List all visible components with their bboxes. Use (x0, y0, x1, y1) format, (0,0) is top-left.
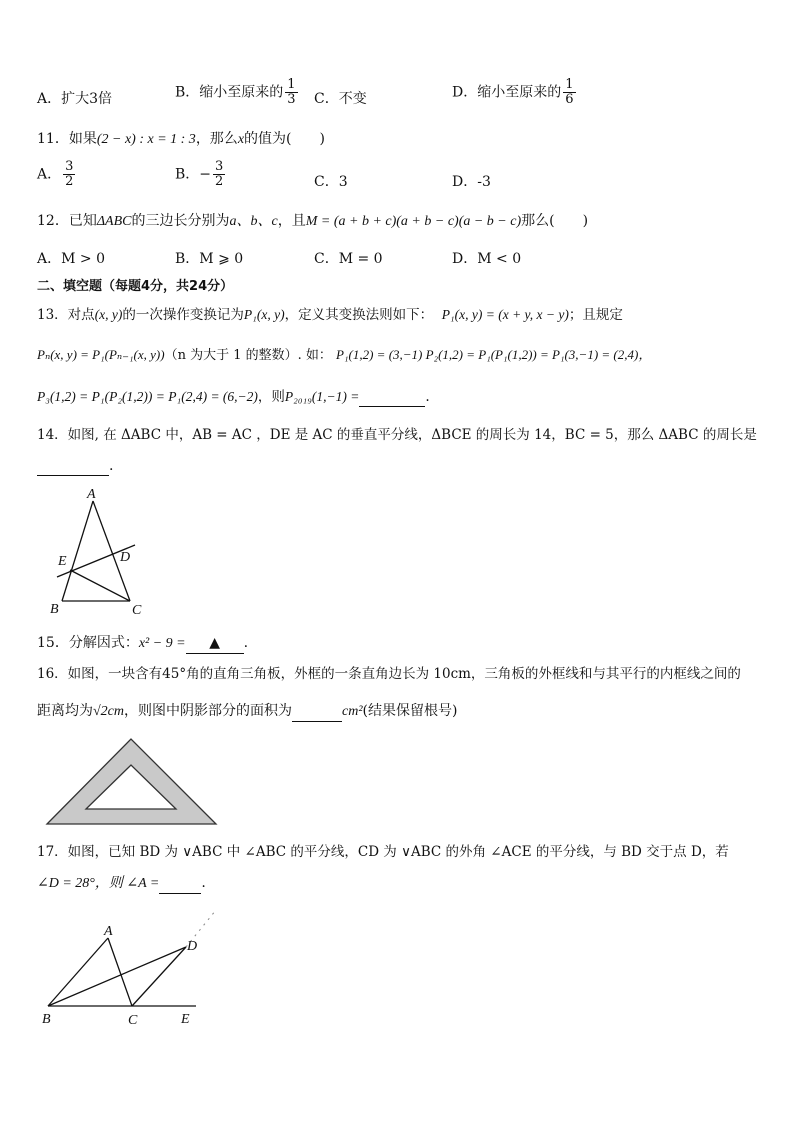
q12-option-a: A．M > 0 (37, 251, 105, 267)
q10-option-b-fraction: $\frac{1}{3}$ (287, 77, 296, 107)
q13-line-3: P₃(1,2) = P₁(P₂(1,2)) = P₁(2,4) = (6,−2)，则P₂₀₁₉(1,−1) = . (37, 386, 430, 407)
q13-line-2: Pₙ(x, y) = P₁(Pₙ₋₁(x, y))（n 为大于 1 的整数）. 如： P₁(1,2) = (3,−1) P₂(1,2) = P₁(P₁(1,2)) = P₁(3,−1) = (2,4)， (37, 347, 652, 363)
q17-line-2: ∠D = 28°，则 ∠A = . (37, 873, 206, 894)
q10-option-d (452, 78, 578, 107)
q14-segment-ec (70, 570, 130, 601)
q14-label-c: C (132, 603, 142, 618)
q11-option-c: C．3 (314, 174, 348, 190)
q11-option-a: A． $\frac{3}{2}$ (37, 159, 74, 189)
q15-line: 15．分解因式：x² − 9 = ▲ . (37, 633, 248, 654)
q14-label-e: E (58, 554, 67, 569)
q13-line-1: 13．对点(x, y)的一次操作变换记为P₁(x, y)，定义其变换法则如下： P₁(x, y) = (x + y, x − y)；且规定 (37, 307, 623, 323)
q17-answer-blank[interactable] (159, 873, 201, 894)
q10-option-a-text: A．扩大3倍 (37, 91, 113, 107)
q17-side-ab (48, 938, 108, 1006)
q17-line-1: 17．如图，已知 BD 为 ∨ABC 中 ∠ABC 的平分线，CD 为 ∨ABC 的外角 ∠ACE 的平分线，与 BD 交于点 D，若 (37, 844, 729, 860)
q12-stem: 12．已知ΔABC的三边长分别为a、b、c，且M = (a + b + c)(a + b − c)(a − b − c)那么( ) (37, 213, 589, 229)
q17-label-c: C (128, 1013, 138, 1028)
q10-option-d-text: D．缩小至原来的 (452, 84, 562, 101)
q16-figure (44, 736, 224, 828)
q13-rule: P₁(x, y) = (x + y, x − y) (441, 307, 569, 322)
q15-triangle-mark: ▲ (209, 635, 221, 651)
q11-expression: (2 − x) : x = 1 : 3 (96, 132, 196, 147)
q16-line-1: 16．如图，一块含有45°角的直角三角板，外框的一条直角边长为 10cm，三角板的外框线和与其平行的内框线之间的 (37, 666, 741, 682)
q10-option-b (175, 78, 300, 107)
q10-option-c (314, 88, 367, 108)
q14-label-b: B (50, 602, 59, 617)
q10-option-a (37, 88, 112, 108)
q11-option-b: B．− $\frac{3}{2}$ (175, 159, 224, 189)
q17-segment-bd (48, 947, 186, 1006)
q16-triangle-ruler (47, 739, 216, 824)
q15-answer-blank[interactable] (186, 633, 244, 654)
q10-option-d-fraction: $\frac{1}{6}$ (565, 77, 574, 107)
q17-segment-cd (132, 947, 186, 1006)
q17-figure (36, 905, 226, 1030)
q17-label-d: D (187, 939, 198, 954)
q14-answer-blank[interactable] (37, 455, 109, 476)
q12-option-d: D．M < 0 (452, 251, 522, 267)
q12-option-b: B．M ⩾ 0 (175, 251, 244, 267)
q12-option-c: C．M = 0 (314, 251, 383, 267)
q13-answer-blank[interactable] (359, 386, 425, 407)
q11-option-a-fraction: $\frac{3}{2}$ (65, 159, 74, 189)
q10-option-c-text: C．不变 (314, 91, 367, 107)
q14-label-a: A (87, 487, 96, 502)
q11-option-d: D．-3 (452, 174, 491, 190)
q14-line-2: . (37, 455, 113, 476)
q16-answer-blank[interactable] (292, 701, 342, 722)
q14-side-ab (62, 501, 93, 601)
q14-line-1: 14．如图, 在 ΔABC 中，AB = AC ，DE 是 AC 的垂直平分线，ΔBCE 的周长为 14，BC = 5，那么 ΔABC 的周长是 (37, 427, 757, 443)
q16-line-2: 距离均为√2cm，则图中阴影部分的面积为 cm²(结果保留根号) (37, 701, 457, 722)
q17-label-e: E (181, 1012, 190, 1027)
q14-figure (40, 485, 160, 620)
q12-expression: M = (a + b + c)(a + b − c)(a − b − c) (305, 214, 522, 229)
q17-label-b: B (42, 1012, 51, 1027)
q17-label-a: A (104, 924, 113, 939)
section-heading: 二、填空题（每题4分，共24分） (37, 279, 234, 294)
q10-option-b-text: B．缩小至原来的 (175, 84, 284, 101)
q11-option-b-fraction: $\frac{3}{2}$ (215, 159, 224, 189)
q11-stem: 11．如果(2 − x) : x = 1 : 3，那么x的值为( ) (37, 131, 325, 147)
q14-label-d: D (120, 550, 131, 565)
